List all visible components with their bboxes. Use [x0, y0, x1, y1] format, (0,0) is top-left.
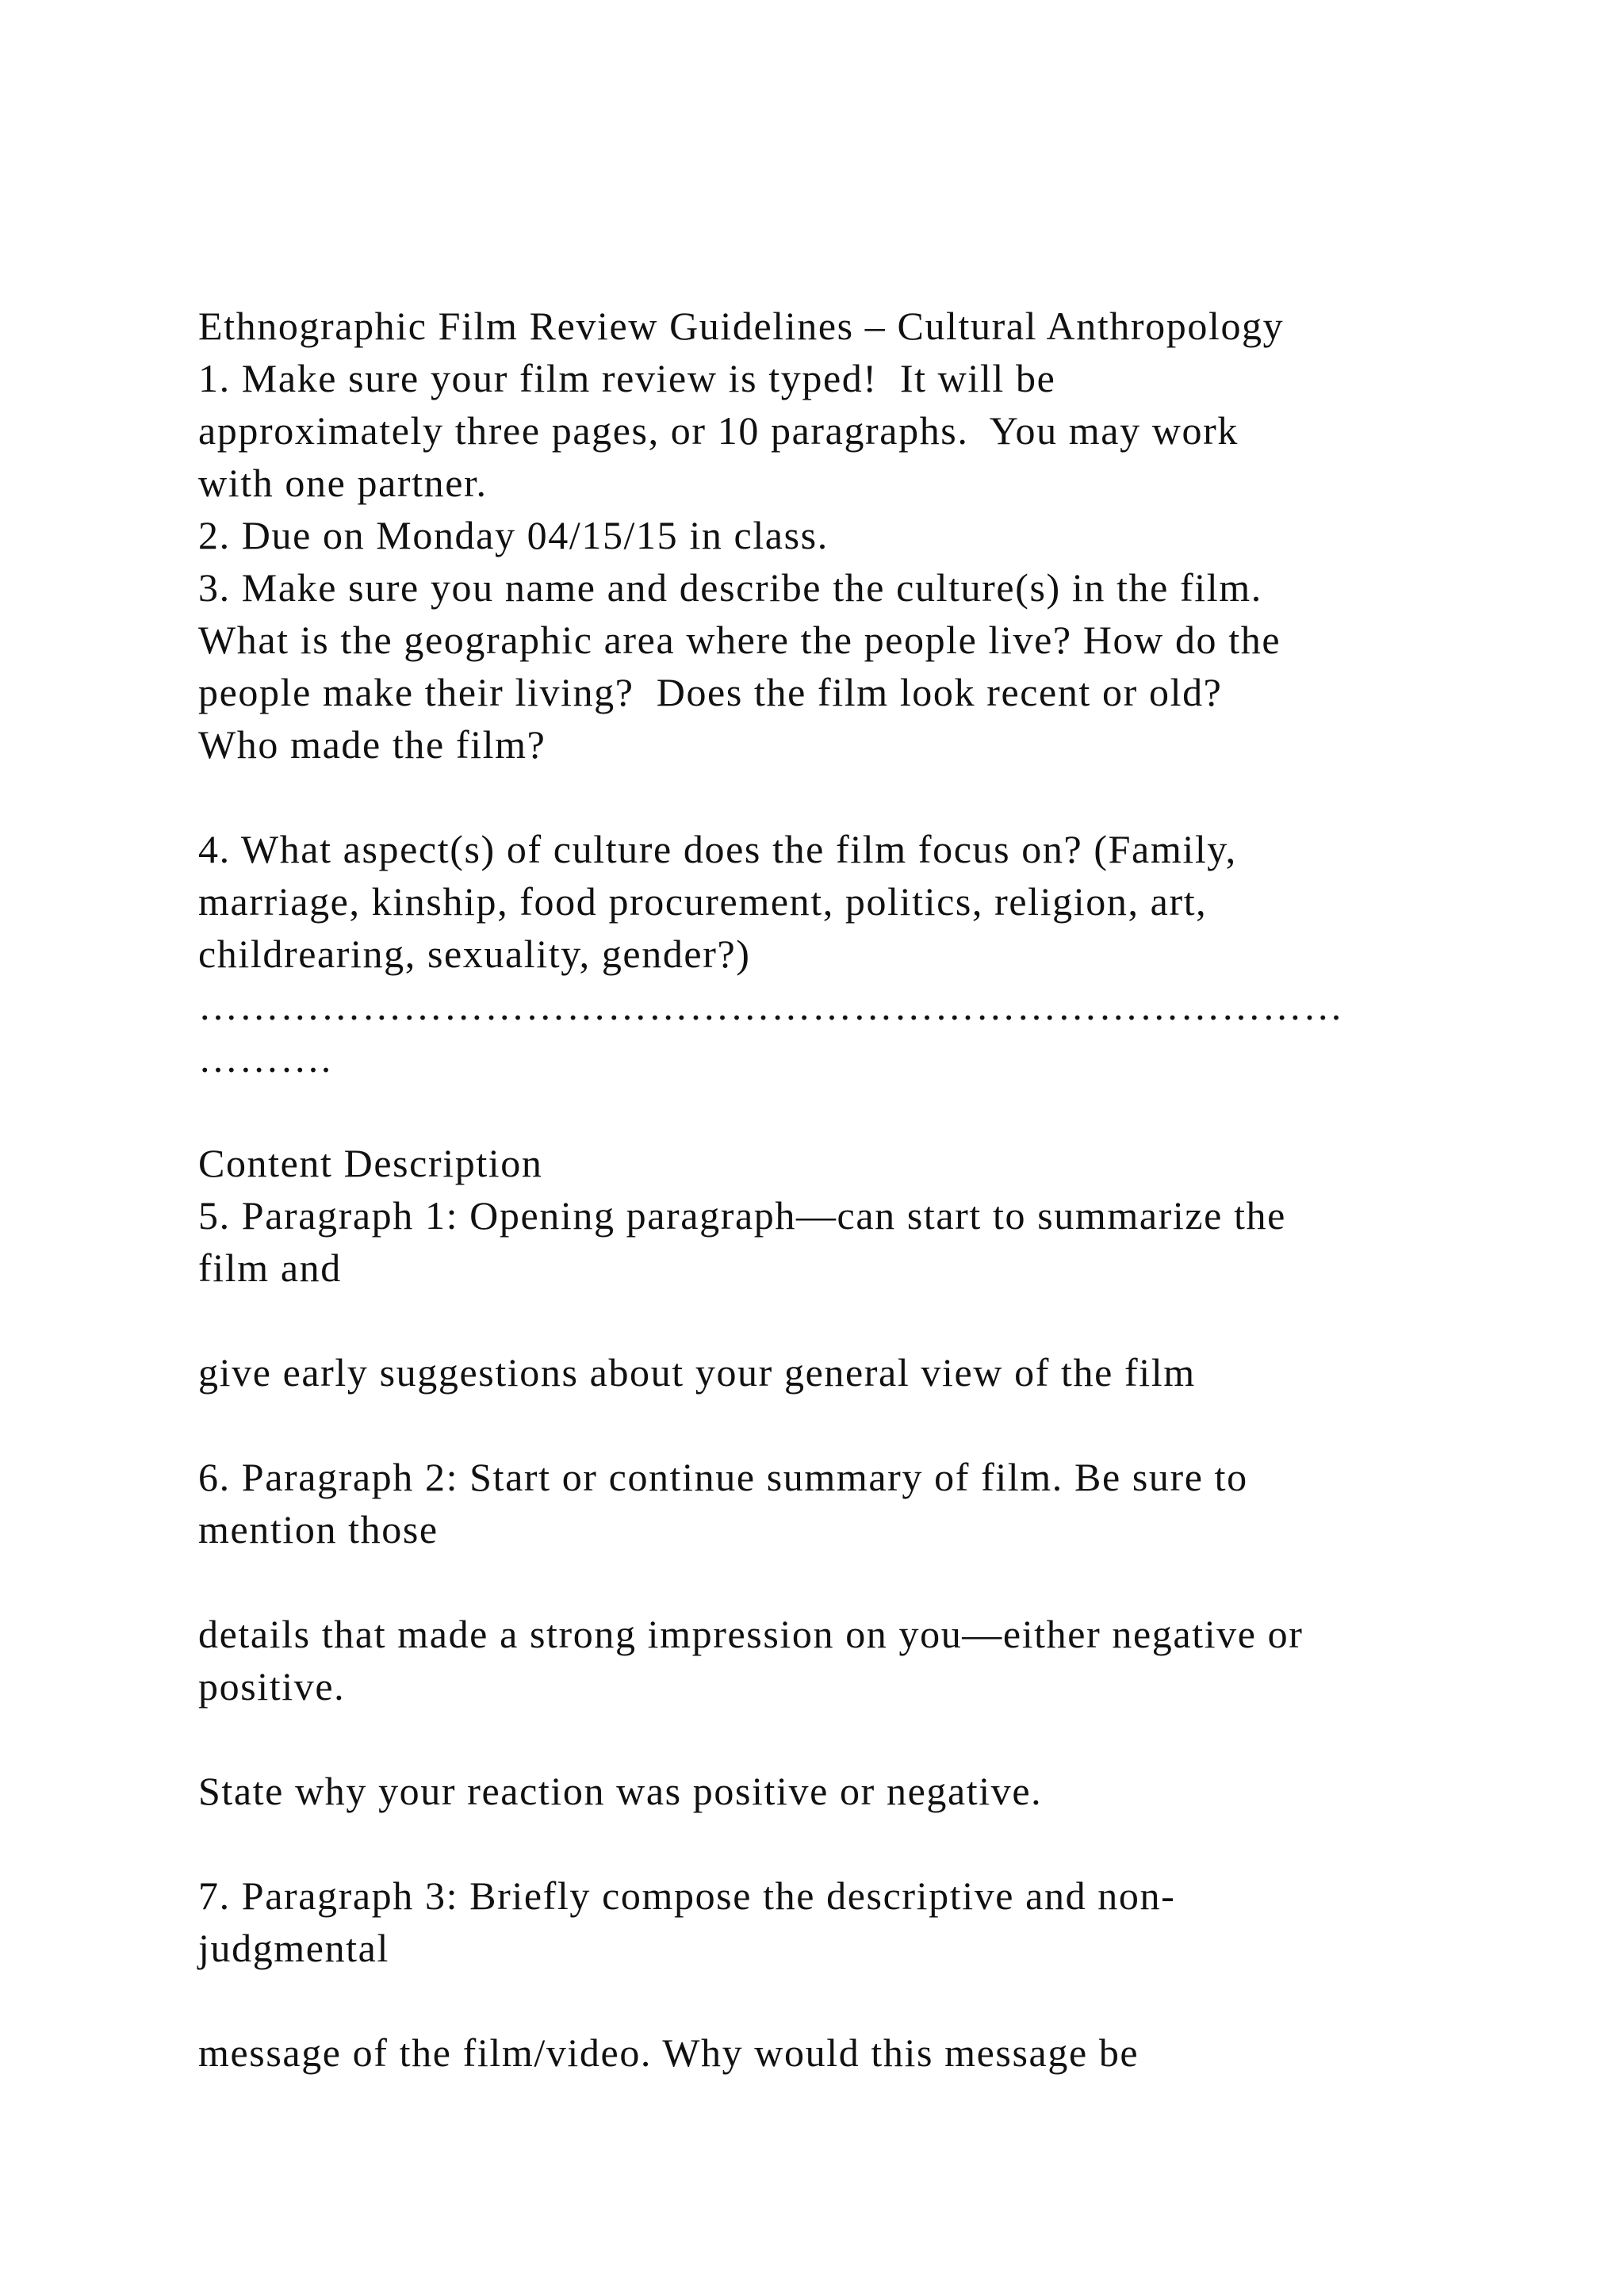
item-3-line-3: people make their living? Does the film look recent or old?	[198, 670, 1223, 714]
spacer	[198, 1556, 1546, 1608]
document-title: Ethnographic Film Review Guidelines – Cultural Anthropology	[198, 304, 1285, 348]
spacer	[198, 1817, 1546, 1869]
item-7-line-2: judgmental	[198, 1926, 389, 1970]
item-3-line-4: Who made the film?	[198, 722, 546, 767]
item-3-line-1: 3. Make sure you name and describe the culture(s) in the film.	[198, 565, 1262, 610]
item-6-reaction: State why your reaction was positive or negative.	[198, 1769, 1043, 1813]
item-5-line-1: 5. Paragraph 1: Opening paragraph—can start to summarize the	[198, 1193, 1286, 1238]
section-heading: Content Description	[198, 1141, 543, 1185]
item-6-line-1: 6. Paragraph 2: Start or continue summary of film. Be sure to	[198, 1455, 1248, 1499]
item-5-line-2: film and	[198, 1246, 342, 1290]
item-3-line-2: What is the geographic area where the people live? How do the	[198, 618, 1281, 662]
item-1-line-3: with one partner.	[198, 461, 488, 505]
spacer	[198, 771, 1546, 823]
spacer	[198, 1974, 1546, 2026]
spacer	[198, 1712, 1546, 1765]
item-1-line-2: approximately three pages, or 10 paragraphs. You may work	[198, 408, 1239, 453]
spacer	[198, 1085, 1546, 1137]
item-5-continuation: give early suggestions about your general view of the film	[198, 1350, 1196, 1395]
item-7-line-1: 7. Paragraph 3: Briefly compose the descriptive and non-	[198, 1873, 1176, 1918]
item-4-line-3: childrearing, sexuality, gender?)	[198, 932, 751, 976]
document-body	[198, 300, 1546, 2079]
item-7-continuation: message of the film/video. Why would this message be	[198, 2030, 1139, 2075]
spacer	[198, 1294, 1546, 1346]
separator-line-2: ……….	[198, 1036, 332, 1081]
item-4-line-2: marriage, kinship, food procurement, politics, religion, art,	[198, 879, 1208, 924]
item-2: 2. Due on Monday 04/15/15 in class.	[198, 513, 829, 557]
separator-line-1: …………………………………………………………………………	[198, 984, 1344, 1028]
item-6-continuation-line-2: positive.	[198, 1664, 346, 1709]
item-6-line-2: mention those	[198, 1507, 439, 1552]
item-4-line-1: 4. What aspect(s) of culture does the film focus on? (Family,	[198, 827, 1237, 871]
item-1-line-1: 1. Make sure your film review is typed! It will be	[198, 356, 1056, 400]
spacer	[198, 1399, 1546, 1451]
item-6-continuation-line-1: details that made a strong impression on you—either negative or	[198, 1612, 1304, 1656]
